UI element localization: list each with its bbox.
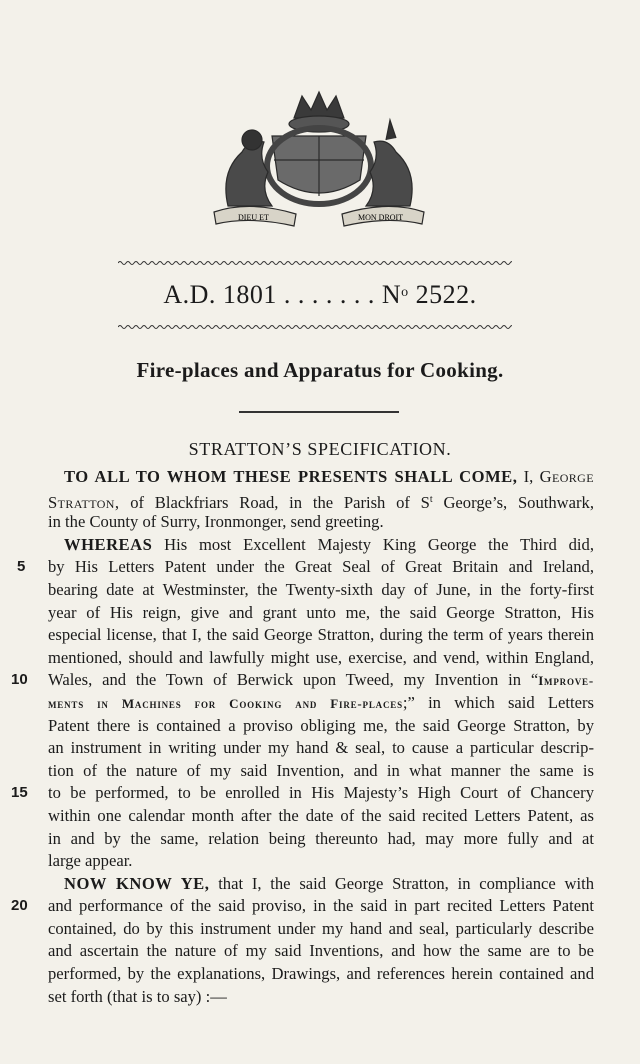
leader-dots: . . . . . . .	[283, 280, 375, 309]
line-number: 20	[11, 897, 28, 915]
text-line: performed, by the explanations, Drawings, and references herein contained and	[48, 964, 594, 984]
number-prefix-sup: o	[401, 285, 409, 300]
title-divider	[239, 411, 399, 413]
patent-number: 2522.	[415, 280, 477, 309]
text-line: year of His reign, give and grant unto me, the said George Stratton, His	[48, 602, 594, 622]
text-line: and ascertain the nature of my said Inventions, and how the same are to be	[48, 941, 594, 961]
text-line: TO ALL TO WHOM THESE PRESENTS SHALL COME, I, George	[64, 467, 594, 486]
specification-body	[11, 466, 595, 1008]
ad-year: A.D. 1801	[163, 280, 277, 309]
patent-heading	[0, 280, 640, 310]
royal-coat-of-arms-icon	[210, 88, 428, 228]
text-line: Stratton, of Blackfriars Road, in the Parish of $S^t$ George’s, Southwark,	[48, 492, 595, 512]
text-line: within one calendar month after the date of the said recited Letters Patent, as	[48, 805, 594, 825]
text-line: contained, do by this instrument under my hand and seal, particularly describe	[48, 918, 594, 938]
text-line: tion of the nature of my said Invention, and in what manner the same is	[48, 760, 594, 780]
line-number: 15	[11, 784, 28, 802]
text-line: large appear.	[48, 851, 133, 871]
text-line: mentioned, should and lawfully might use, exercise, and vend, within England,	[48, 647, 594, 667]
subject-title: Fire-places and Apparatus for Cooking.	[136, 358, 504, 382]
text-line: 15 to be performed, to be enrolled in His Majesty’s High Court of Chancery	[48, 782, 594, 805]
line-number: 5	[17, 558, 26, 576]
number-prefix: N	[381, 280, 402, 309]
text-line: NOW KNOW YE, that I, the said George Stratton, in compliance with	[64, 873, 595, 893]
crest-motto-right: MON DROIT	[358, 213, 404, 222]
text-line: especial license, that I, the said George Stratton, during the term of years therein	[48, 625, 594, 645]
text-line: ments in Machines for Cooking and Fire-places;” in which said Letters	[48, 692, 594, 712]
text-line: 10 Wales, and the Town of Berwick upon Tweed, my Invention in “Improve-	[48, 669, 594, 692]
ornamental-rule-top	[118, 259, 512, 267]
text-line: 5 by His Letters Patent under the Great Seal of Great Britain and Ireland,	[48, 556, 594, 579]
text-line: 20 and performance of the said proviso, in the said in part recited Letters Patent	[48, 895, 594, 918]
specification-title: STRATTON’S SPECIFICATION.	[188, 439, 452, 459]
text-line: set forth (that is to say) :—	[48, 986, 227, 1006]
text-line: in and by the same, relation being thereunto had, may more fully and at	[48, 828, 594, 848]
text-line: Patent there is contained a proviso obliging me, the said George Stratton, by	[48, 715, 594, 735]
text-line: in the County of Surry, Ironmonger, send greeting.	[48, 512, 384, 532]
crest-motto-left: DIEU ET	[238, 213, 269, 222]
ornamental-rule-bottom	[118, 323, 512, 331]
text-line: an instrument in writing under my hand & seal, to cause a particular descrip-	[48, 738, 594, 758]
text-line: bearing date at Westminster, the Twenty-sixth day of June, in the forty-first	[48, 579, 594, 599]
line-number: 10	[11, 671, 28, 689]
text-line: WHEREAS His most Excellent Majesty King George the Third did,	[64, 534, 594, 554]
